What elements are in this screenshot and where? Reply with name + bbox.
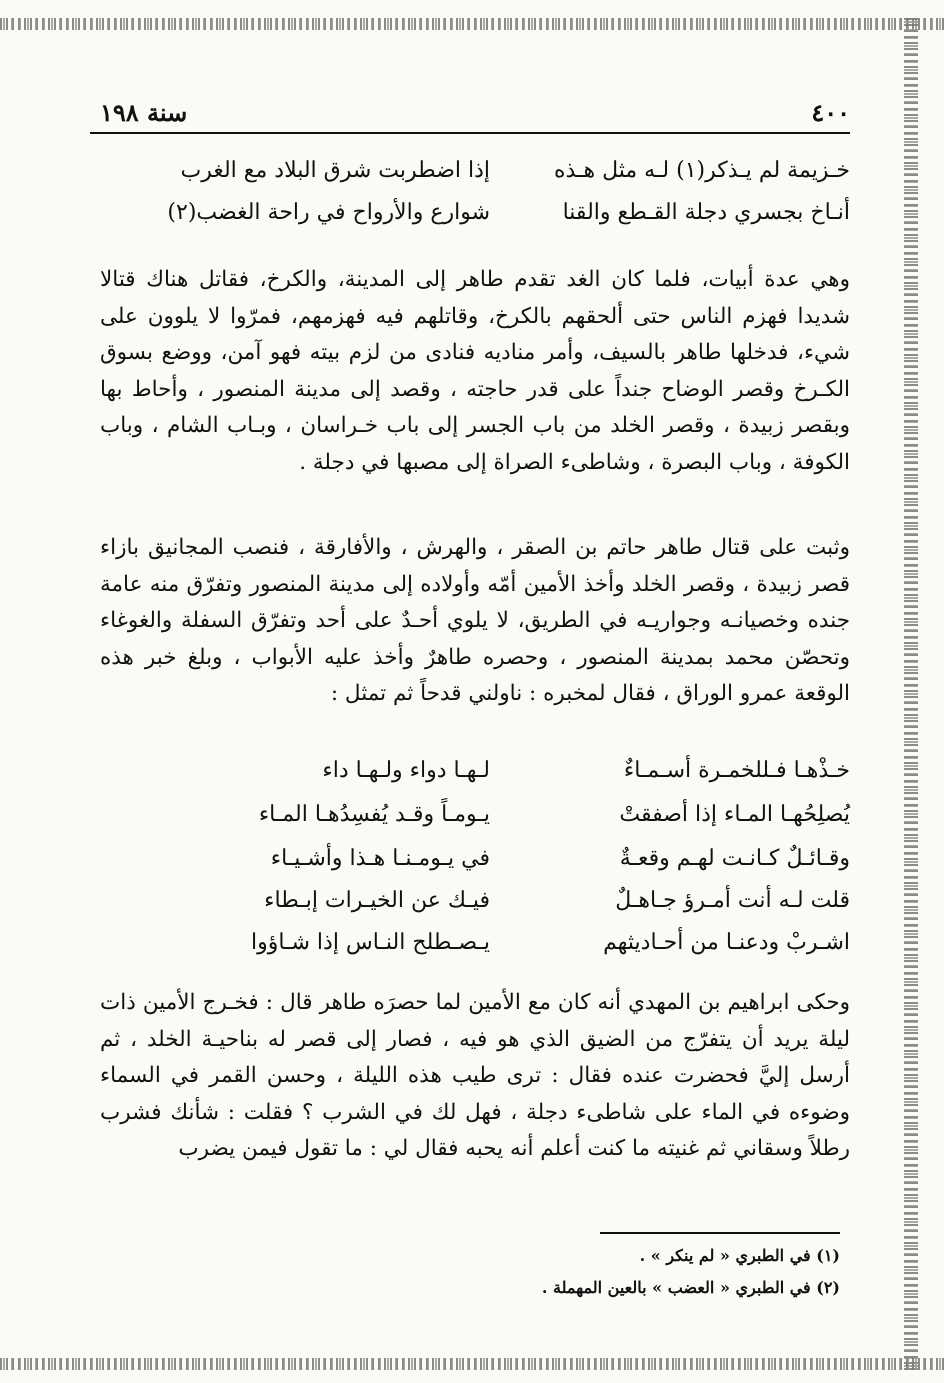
- verse-first-hemistich: خـذْهـا فـللخمـرة أسـمـاءٌ: [623, 758, 850, 783]
- verse-second-hemistich: يـصـطلح النـاس إذا شـاؤوا: [250, 930, 490, 955]
- paragraph: وحكى ابراهيم بن المهدي أنه كان مع الأمين لما حصرَه طاهر قال : فخـرج الأمين ذات ليلة يريد أن يتفرّج من الضيق الذي هو فيه ، فصار إلى قصر له بناحيـة الخلد ، ثم أرسل إليَّ فحضرت عنده فقال : ترى طيب هذه الليلة ، وحسن القمر في السماء وضوءه في الماء على شاطىء دجلة ، فهل لك في الشرب ؟ فقلت : شأنك فشرب رطلاً وسقاني ثم غنيته ما كنت أعلم أنه يحبه فقال لي : ما تقول فيمن يضرب: [100, 990, 850, 1161]
- page-border-right: [904, 18, 918, 1370]
- page-number: ٤٠٠: [811, 98, 850, 127]
- verse-line: [90, 888, 850, 926]
- verse-first-hemistich: وقـائـلٌ كـانـت لهـم وقعـةٌ: [619, 846, 850, 871]
- paragraph: وثبت على قتال طاهر حاتم بن الصقر ، والهرش ، والأفارقة ، فنصب المجانيق بازاء قصر زبيدة ، وقصر الخلد وأخذ الأمين أمّه وأولاده إلى مدينة المنصور وتفرّق منه عامة جنده وخصيانـه وجواريـه في الطريق، لا يلوي أحـدٌ على أحد وتفرّق السفلة والغوغاء وتحصّن محمد بمدينة المنصور ، وحصره طاهرٌ وأخذ عليه الأبواب ، وبلغ خبر هذه الوقعة عمرو الوراق ، فقال لمخبره : ناولني قدحاً ثم تمثل :: [100, 535, 850, 706]
- verse-first-hemistich: خـزيمة لم يـذكر(١) لـه مثل هـذه: [553, 158, 850, 183]
- verse-second-hemistich: شوارع والأرواح في راحة الغضب(٢): [167, 200, 490, 225]
- verse-second-hemistich: يـومـاً وقـد يُفسِدُهـا المـاء: [258, 802, 490, 827]
- footnote: (٢) في الطبري « العضب » بالعين المهملة .: [541, 1278, 840, 1297]
- verse-first-hemistich: يُصلِحُهـا المـاء إذا أصفقتْ: [619, 802, 850, 827]
- verse-line: [90, 758, 850, 796]
- verse-second-hemistich: لـهـا دواء ولـهـا داء: [322, 758, 490, 783]
- verse-second-hemistich: في يـومـنـا هـذا وأشـيـاء: [270, 846, 490, 871]
- header-rule: [90, 132, 850, 134]
- verse-line: [90, 200, 850, 238]
- verse-first-hemistich: اشـربْ ودعنـا من أحـاديثهم: [603, 930, 850, 955]
- verse-second-hemistich: فيـك عن الخيـرات إبـطاء: [264, 888, 490, 913]
- running-header: [90, 98, 850, 132]
- header-year: سنة ١٩٨: [100, 98, 188, 127]
- verse-line: [90, 802, 850, 840]
- verse-line: [90, 930, 850, 968]
- verse-line: [90, 846, 850, 884]
- book-page: [90, 0, 850, 1383]
- paragraph: وهي عدة أبيات، فلما كان الغد تقدم طاهر إلى المدينة، والكرخ، فقاتل هناك قتالا شديدا فهزم الناس حتى ألحقهم بالكرخ، وقاتلهم فيه فهزمهم، فمرّوا لا يلوون على شيء، فدخلها طاهر بالسيف، وأمر مناديه فنادى من لزم بيته فهو آمن، ووضع بسوق الكـرخ وقصر الوضاح جنداً على قدر حاجته ، وقصد إلى مدينة المنصور ، وأحاط بها وبقصر زبيدة ، وقصر الخلد من باب الجسر إلى باب خـراسان ، وبـاب الشام ، وباب الكوفة ، وباب البصرة ، وشاطىء الصراة إلى مصبها في دجلة .: [100, 267, 850, 475]
- verse-first-hemistich: قلت لـه أنت أمـرؤ جـاهـلٌ: [615, 888, 850, 913]
- footnote: (١) في الطبري « لم ينكر » .: [639, 1246, 840, 1265]
- footnote-rule: [600, 1232, 840, 1234]
- verse-first-hemistich: أنـاخ بجسري دجلة القـطع والقنا: [562, 200, 850, 225]
- verse-line: [90, 158, 850, 196]
- verse-second-hemistich: إذا اضطربت شرق البلاد مع الغرب: [180, 158, 490, 183]
